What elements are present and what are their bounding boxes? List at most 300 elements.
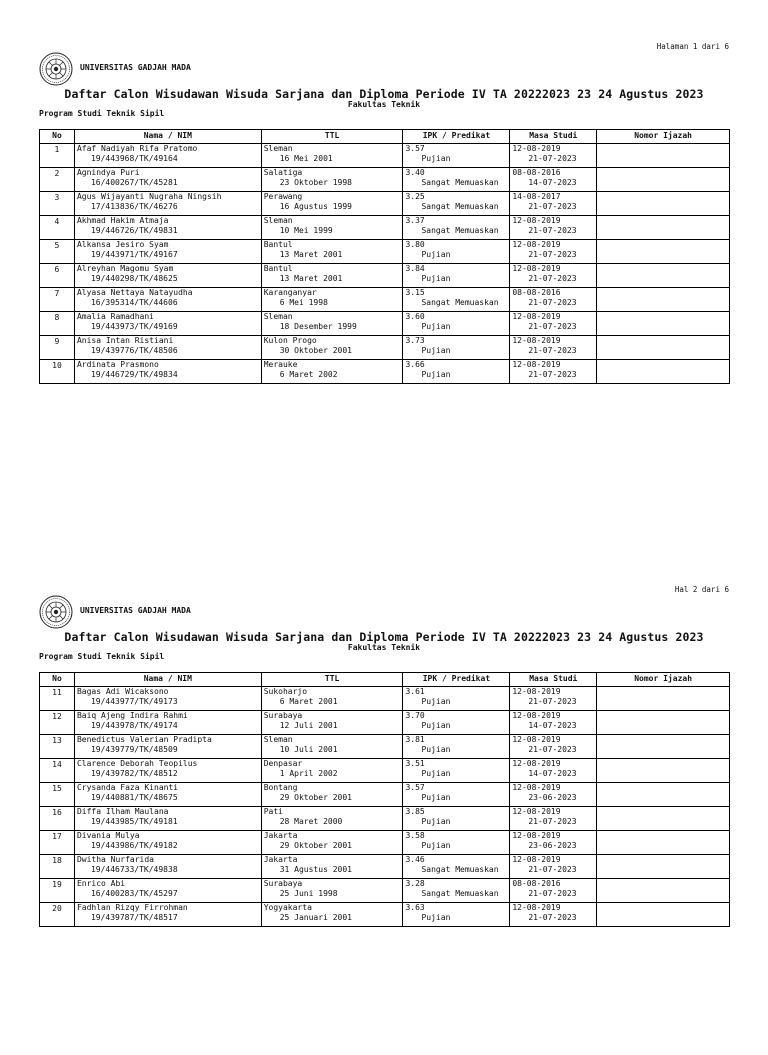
birth-place: Pati	[263, 807, 283, 816]
table-row	[40, 783, 730, 807]
study-period-cell	[510, 687, 597, 711]
study-period-cell	[510, 216, 597, 240]
birth-date: 6 Maret 2002	[279, 370, 338, 379]
gpa-cell	[403, 336, 510, 360]
predicate: Pujian	[421, 745, 451, 754]
student-nim: 19/443986/TK/49182	[90, 841, 178, 850]
student-nim: 19/443968/TK/49164	[90, 154, 178, 163]
gpa-value: 3.37	[405, 216, 425, 225]
diploma-number	[597, 831, 730, 855]
gpa-value: 3.57	[405, 144, 425, 153]
gpa-cell	[403, 288, 510, 312]
student-name: Fadhlan Rizqy Firrohman	[76, 903, 188, 912]
column-header-diploma-number: Nomor Ijazah	[597, 130, 730, 144]
birth-place: Surabaya	[263, 711, 303, 720]
study-program: Program Studi Teknik Sipil	[39, 652, 165, 661]
predicate: Pujian	[421, 721, 451, 730]
document-page	[0, 0, 768, 512]
gpa-cell	[403, 360, 510, 384]
student-name: Agnindya Puri	[76, 168, 140, 177]
document-title: Daftar Calon Wisudawan Wisuda Sarjana dan Diploma Periode IV TA 20222023 23 24 Agustus 2023	[64, 87, 704, 101]
table-row	[40, 168, 730, 192]
birth-cell	[261, 168, 403, 192]
row-number: 2	[40, 168, 75, 192]
study-end: 21-07-2023	[528, 202, 577, 211]
diploma-number	[597, 168, 730, 192]
gpa-value: 3.85	[405, 807, 425, 816]
faculty-name: Fakultas Teknik	[347, 643, 421, 652]
study-period-cell	[510, 336, 597, 360]
name-nim-cell	[74, 312, 261, 336]
name-nim-cell	[74, 168, 261, 192]
study-start: 08-08-2016	[512, 288, 561, 297]
gpa-cell	[403, 831, 510, 855]
gpa-cell	[403, 312, 510, 336]
student-nim: 19/440298/TK/48625	[90, 274, 178, 283]
gpa-value: 3.51	[405, 759, 425, 768]
study-end: 21-07-2023	[528, 322, 577, 331]
gpa-cell	[403, 879, 510, 903]
name-nim-cell	[74, 759, 261, 783]
row-number: 5	[40, 240, 75, 264]
student-name: Alyasa Nettaya Natayudha	[76, 288, 193, 297]
table-row	[40, 216, 730, 240]
gpa-cell	[403, 855, 510, 879]
study-period-cell	[510, 783, 597, 807]
study-period-cell	[510, 312, 597, 336]
birth-place: Sleman	[263, 735, 293, 744]
name-nim-cell	[74, 240, 261, 264]
birth-place: Perawang	[263, 192, 303, 201]
student-name: Divania Mulya	[76, 831, 140, 840]
student-nim: 16/400283/TK/45297	[90, 889, 178, 898]
student-nim: 19/446733/TK/49838	[90, 865, 178, 874]
name-nim-cell	[74, 216, 261, 240]
name-nim-cell	[74, 264, 261, 288]
birth-date: 18 Desember 1999	[279, 322, 357, 331]
gpa-value: 3.58	[405, 831, 425, 840]
study-end: 21-07-2023	[528, 913, 577, 922]
diploma-number	[597, 216, 730, 240]
study-end: 14-07-2023	[528, 178, 577, 187]
name-nim-cell	[74, 711, 261, 735]
study-start: 14-08-2017	[512, 192, 561, 201]
gpa-cell	[403, 240, 510, 264]
student-name: Enrico Abi	[76, 879, 126, 888]
study-end: 21-07-2023	[528, 154, 577, 163]
table-row	[40, 360, 730, 384]
gpa-value: 3.81	[405, 735, 425, 744]
gpa-cell	[403, 168, 510, 192]
university-name: UNIVERSITAS GADJAH MADA	[80, 606, 191, 615]
row-number: 9	[40, 336, 75, 360]
row-number: 14	[40, 759, 75, 783]
row-number: 11	[40, 687, 75, 711]
diploma-number	[597, 264, 730, 288]
predicate: Pujian	[421, 346, 451, 355]
study-start: 12-08-2019	[512, 144, 561, 153]
birth-place: Salatiga	[263, 168, 303, 177]
birth-date: 28 Maret 2000	[279, 817, 343, 826]
birth-date: 16 Mei 2001	[279, 154, 333, 163]
study-period-cell	[510, 360, 597, 384]
page-number: Halaman 1 dari 6	[656, 42, 729, 51]
student-name: Afaf Nadiyah Rifa Pratomo	[76, 144, 198, 153]
student-name: Bagas Adi Wicaksono	[76, 687, 169, 696]
gpa-cell	[403, 903, 510, 927]
gpa-value: 3.28	[405, 879, 425, 888]
study-period-cell	[510, 855, 597, 879]
study-end: 14-07-2023	[528, 721, 577, 730]
predicate: Pujian	[421, 154, 451, 163]
table-row	[40, 855, 730, 879]
study-period-cell	[510, 759, 597, 783]
study-start: 12-08-2019	[512, 903, 561, 912]
study-start: 12-08-2019	[512, 807, 561, 816]
student-nim: 16/395314/TK/44606	[90, 298, 178, 307]
diploma-number	[597, 144, 730, 168]
name-nim-cell	[74, 192, 261, 216]
column-header-study-period: Masa Studi	[510, 130, 597, 144]
gpa-value: 3.57	[405, 783, 425, 792]
row-number: 13	[40, 735, 75, 759]
predicate: Pujian	[421, 769, 451, 778]
table-row	[40, 192, 730, 216]
study-end: 14-07-2023	[528, 769, 577, 778]
study-period-cell	[510, 711, 597, 735]
birth-date: 23 Oktober 1998	[279, 178, 352, 187]
study-start: 12-08-2019	[512, 735, 561, 744]
gpa-value: 3.61	[405, 687, 425, 696]
gpa-value: 3.70	[405, 711, 425, 720]
predicate: Pujian	[421, 370, 451, 379]
birth-date: 29 Oktober 2001	[279, 793, 352, 802]
student-nim: 19/443978/TK/49174	[90, 721, 178, 730]
diploma-number	[597, 879, 730, 903]
predicate: Sangat Memuaskan	[421, 202, 499, 211]
diploma-number	[597, 192, 730, 216]
predicate: Sangat Memuaskan	[421, 226, 499, 235]
predicate: Sangat Memuaskan	[421, 178, 499, 187]
name-nim-cell	[74, 903, 261, 927]
study-start: 12-08-2019	[512, 360, 561, 369]
diploma-number	[597, 783, 730, 807]
name-nim-cell	[74, 288, 261, 312]
study-start: 12-08-2019	[512, 216, 561, 225]
gpa-value: 3.15	[405, 288, 425, 297]
study-period-cell	[510, 903, 597, 927]
study-start: 12-08-2019	[512, 759, 561, 768]
ugm-seal-logo	[39, 52, 73, 86]
study-period-cell	[510, 807, 597, 831]
diploma-number	[597, 759, 730, 783]
study-start: 12-08-2019	[512, 855, 561, 864]
table-row	[40, 687, 730, 711]
gpa-cell	[403, 144, 510, 168]
birth-place: Jakarta	[263, 855, 298, 864]
student-nim: 19/439782/TK/48512	[90, 769, 178, 778]
predicate: Pujian	[421, 250, 451, 259]
student-nim: 19/443977/TK/49173	[90, 697, 178, 706]
birth-cell	[261, 687, 403, 711]
gpa-cell	[403, 216, 510, 240]
study-period-cell	[510, 831, 597, 855]
name-nim-cell	[74, 336, 261, 360]
student-name: Dwitha Nurfarida	[76, 855, 154, 864]
column-header-no: No	[40, 130, 75, 144]
table-row	[40, 711, 730, 735]
name-nim-cell	[74, 879, 261, 903]
name-nim-cell	[74, 360, 261, 384]
table-row	[40, 759, 730, 783]
birth-cell	[261, 903, 403, 927]
university-name: UNIVERSITAS GADJAH MADA	[80, 63, 191, 72]
student-name: Baiq Ajeng Indira Rahmi	[76, 711, 188, 720]
study-end: 21-07-2023	[528, 298, 577, 307]
column-header-ttl: TTL	[261, 130, 403, 144]
gpa-value: 3.46	[405, 855, 425, 864]
name-nim-cell	[74, 807, 261, 831]
student-nim: 19/439787/TK/48517	[90, 913, 178, 922]
birth-cell	[261, 855, 403, 879]
table-row	[40, 831, 730, 855]
gpa-cell	[403, 687, 510, 711]
gpa-cell	[403, 192, 510, 216]
diploma-number	[597, 360, 730, 384]
birth-place: Denpasar	[263, 759, 303, 768]
row-number: 7	[40, 288, 75, 312]
gpa-cell	[403, 711, 510, 735]
page-number: Hal 2 dari 6	[674, 585, 729, 594]
predicate: Sangat Memuaskan	[421, 889, 499, 898]
faculty-name: Fakultas Teknik	[347, 100, 421, 109]
row-number: 20	[40, 903, 75, 927]
study-start: 08-08-2016	[512, 168, 561, 177]
birth-date: 25 Juni 1998	[279, 889, 338, 898]
predicate: Pujian	[421, 697, 451, 706]
study-start: 12-08-2019	[512, 264, 561, 273]
birth-place: Sukoharjo	[263, 687, 308, 696]
diploma-number	[597, 735, 730, 759]
study-period-cell	[510, 144, 597, 168]
gpa-value: 3.25	[405, 192, 425, 201]
table-row	[40, 264, 730, 288]
column-header-ipk: IPK / Predikat	[403, 130, 510, 144]
birth-place: Kulon Progo	[263, 336, 317, 345]
birth-place: Sleman	[263, 312, 293, 321]
student-nim: 19/443973/TK/49169	[90, 322, 178, 331]
diploma-number	[597, 240, 730, 264]
student-nim: 19/440881/TK/48675	[90, 793, 178, 802]
birth-cell	[261, 807, 403, 831]
study-start: 12-08-2019	[512, 831, 561, 840]
table-header-row	[40, 673, 730, 687]
study-end: 21-07-2023	[528, 226, 577, 235]
student-name: Alreyhan Magomu Syam	[76, 264, 174, 273]
gpa-cell	[403, 735, 510, 759]
document-title: Daftar Calon Wisudawan Wisuda Sarjana dan Diploma Periode IV TA 20222023 23 24 Agustus 2023	[64, 630, 704, 644]
student-nim: 16/400267/TK/45281	[90, 178, 178, 187]
table-row	[40, 903, 730, 927]
row-number: 19	[40, 879, 75, 903]
document-page	[0, 543, 768, 1055]
column-header-name: Nama / NIM	[74, 130, 261, 144]
birth-date: 12 Juli 2001	[279, 721, 338, 730]
student-name: Anisa Intan Ristiani	[76, 336, 174, 345]
ugm-seal-logo	[39, 595, 73, 629]
row-number: 1	[40, 144, 75, 168]
birth-place: Bontang	[263, 783, 298, 792]
diploma-number	[597, 855, 730, 879]
row-number: 18	[40, 855, 75, 879]
birth-cell	[261, 264, 403, 288]
birth-date: 16 Agustus 1999	[279, 202, 352, 211]
gpa-value: 3.40	[405, 168, 425, 177]
gpa-value: 3.66	[405, 360, 425, 369]
row-number: 6	[40, 264, 75, 288]
birth-cell	[261, 735, 403, 759]
name-nim-cell	[74, 687, 261, 711]
study-start: 12-08-2019	[512, 240, 561, 249]
table-row	[40, 336, 730, 360]
study-end: 21-07-2023	[528, 817, 577, 826]
table-row	[40, 807, 730, 831]
birth-cell	[261, 759, 403, 783]
study-end: 23-06-2023	[528, 793, 577, 802]
gpa-cell	[403, 264, 510, 288]
student-name: Akhmad Hakim Atmaja	[76, 216, 169, 225]
study-end: 21-07-2023	[528, 370, 577, 379]
birth-cell	[261, 783, 403, 807]
gpa-value: 3.73	[405, 336, 425, 345]
study-end: 21-07-2023	[528, 274, 577, 283]
table-row	[40, 288, 730, 312]
name-nim-cell	[74, 783, 261, 807]
predicate: Pujian	[421, 913, 451, 922]
birth-date: 6 Mei 1998	[279, 298, 328, 307]
birth-cell	[261, 831, 403, 855]
predicate: Pujian	[421, 841, 451, 850]
study-end: 21-07-2023	[528, 865, 577, 874]
diploma-number	[597, 903, 730, 927]
birth-place: Surabaya	[263, 879, 303, 888]
birth-place: Sleman	[263, 144, 293, 153]
row-number: 15	[40, 783, 75, 807]
student-nim: 19/443971/TK/49167	[90, 250, 178, 259]
student-nim: 19/443985/TK/49181	[90, 817, 178, 826]
diploma-number	[597, 288, 730, 312]
birth-date: 13 Maret 2001	[279, 250, 343, 259]
column-header-name: Nama / NIM	[74, 673, 261, 687]
gpa-value: 3.80	[405, 240, 425, 249]
study-program: Program Studi Teknik Sipil	[39, 109, 165, 118]
predicate: Sangat Memuaskan	[421, 865, 499, 874]
predicate: Sangat Memuaskan	[421, 298, 499, 307]
column-header-diploma-number: Nomor Ijazah	[597, 673, 730, 687]
study-start: 12-08-2019	[512, 312, 561, 321]
study-end: 21-07-2023	[528, 697, 577, 706]
gpa-value: 3.63	[405, 903, 425, 912]
gpa-cell	[403, 807, 510, 831]
column-header-study-period: Masa Studi	[510, 673, 597, 687]
gpa-value: 3.60	[405, 312, 425, 321]
diploma-number	[597, 807, 730, 831]
birth-date: 10 Juli 2001	[279, 745, 338, 754]
study-end: 23-06-2023	[528, 841, 577, 850]
graduate-table	[39, 129, 730, 384]
student-nim: 19/439776/TK/48506	[90, 346, 178, 355]
birth-cell	[261, 711, 403, 735]
column-header-ttl: TTL	[261, 673, 403, 687]
student-nim: 19/439779/TK/48509	[90, 745, 178, 754]
name-nim-cell	[74, 831, 261, 855]
study-start: 12-08-2019	[512, 687, 561, 696]
predicate: Pujian	[421, 274, 451, 283]
birth-place: Sleman	[263, 216, 293, 225]
study-period-cell	[510, 288, 597, 312]
study-end: 21-07-2023	[528, 250, 577, 259]
name-nim-cell	[74, 855, 261, 879]
student-name: Agus Wijayanti Nugraha Ningsih	[76, 192, 222, 201]
row-number: 10	[40, 360, 75, 384]
row-number: 12	[40, 711, 75, 735]
birth-date: 6 Maret 2001	[279, 697, 338, 706]
table-row	[40, 879, 730, 903]
birth-cell	[261, 312, 403, 336]
student-nim: 19/446729/TK/49834	[90, 370, 178, 379]
name-nim-cell	[74, 144, 261, 168]
student-name: Amalia Ramadhani	[76, 312, 154, 321]
birth-date: 13 Maret 2001	[279, 274, 343, 283]
name-nim-cell	[74, 735, 261, 759]
birth-cell	[261, 336, 403, 360]
birth-place: Yogyakarta	[263, 903, 312, 912]
birth-date: 10 Mei 1999	[279, 226, 333, 235]
student-name: Alkansa Jesiro Syam	[76, 240, 169, 249]
birth-cell	[261, 216, 403, 240]
birth-cell	[261, 360, 403, 384]
column-header-no: No	[40, 673, 75, 687]
row-number: 17	[40, 831, 75, 855]
diploma-number	[597, 711, 730, 735]
table-row	[40, 312, 730, 336]
birth-place: Bantul	[263, 264, 293, 273]
study-start: 12-08-2019	[512, 783, 561, 792]
diploma-number	[597, 687, 730, 711]
student-name: Ardinata Prasmono	[76, 360, 159, 369]
predicate: Pujian	[421, 793, 451, 802]
birth-place: Karanganyar	[263, 288, 317, 297]
study-period-cell	[510, 192, 597, 216]
column-header-ipk: IPK / Predikat	[403, 673, 510, 687]
student-name: Benedictus Valerian Pradipta	[76, 735, 212, 744]
birth-cell	[261, 288, 403, 312]
birth-date: 31 Agustus 2001	[279, 865, 352, 874]
student-nim: 17/413836/TK/46276	[90, 202, 178, 211]
birth-cell	[261, 192, 403, 216]
row-number: 8	[40, 312, 75, 336]
birth-date: 1 April 2002	[279, 769, 338, 778]
study-end: 21-07-2023	[528, 346, 577, 355]
gpa-cell	[403, 783, 510, 807]
table-row	[40, 735, 730, 759]
gpa-cell	[403, 759, 510, 783]
table-row	[40, 240, 730, 264]
study-period-cell	[510, 879, 597, 903]
birth-cell	[261, 879, 403, 903]
birth-date: 25 Januari 2001	[279, 913, 352, 922]
study-end: 21-07-2023	[528, 889, 577, 898]
